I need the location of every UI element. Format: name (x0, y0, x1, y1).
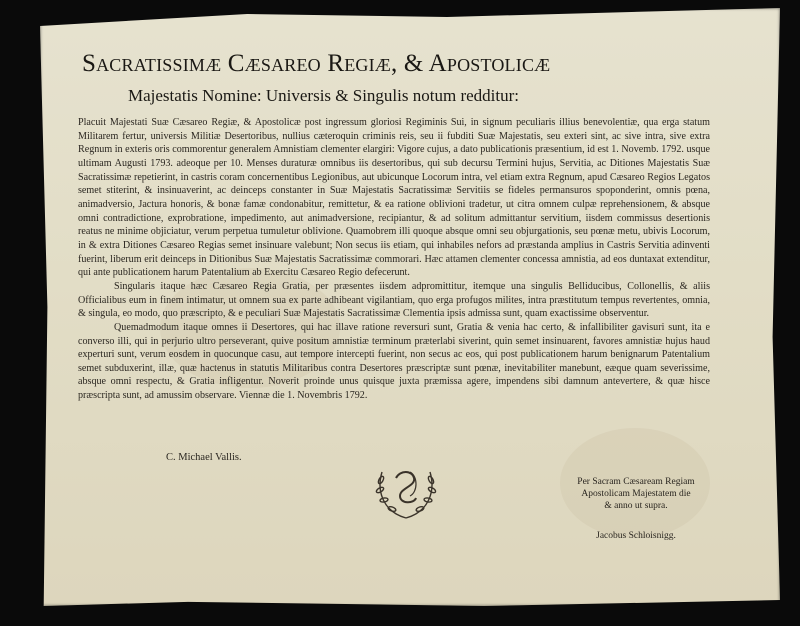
signature-right-line: Per Sacram Cæsaream Regiam (577, 477, 695, 487)
signature-right-line: Apostolicam Majestatem die (581, 489, 691, 499)
signature-right-line: & anno ut supra. (604, 501, 668, 511)
signature-right (556, 476, 716, 542)
document-body (78, 116, 710, 403)
document-title: Sacratissimæ Cæsareo Regiæ, & Apostolicæ (82, 50, 551, 77)
paragraph: Quemadmodum itaque omnes ii Desertores, qui hac illave ratione reversuri sunt, Gratia & venia hac certo, & infallibiliter gavisuri sunt, ita e converso illi, qui in perjurio ultro perseverant, quive positum amnistiæ terminum præterlabi siverint, quin semet insinuarent, favores amnistiæ hujus haud experturi sunt, verum eosdem in quocunque casu, aut tempore intercepti fuerint, non secus ac eos, qui post publicationem harum benignarum Patentalium semet subduxerint, illæ, quæ hactenus in statutis Militaribus contra Desertores præscriptæ sunt pœnæ, inevitabiliter manebunt, eæque quam severissime, absque omni respectu, & Gratia infligentur. Noverit proinde unus quisque juxta præmissa agere, impendens sibi damnum antevertere, & quæ hisce præscripta sunt, ad amussim observare. Viennæ die 1. Novembris 1792. (78, 321, 710, 402)
paragraph: Singularis itaque hæc Cæsareo Regia Gratia, per præsentes iisdem adpromittitur, itemque una singulis Belliducibus, Collonellis, & aliis Officialibus eum in finem intimatur, ut omnem sua ex parte adhibeant vigilantiam, quo erga profugos milites, intra præstitutum tempus revertentes, omnia, & singula, eo modo, quo præscripto, & e peculiari Suæ Majestatis Sacratissimæ Clementia ipsis admissa sunt, quam exactissime observentur. (78, 280, 710, 320)
signature-left: C. Michael Vallis. (166, 452, 242, 463)
document-subtitle: Majestatis Nomine: Universis & Singulis notum redditur: (128, 86, 519, 105)
signature-right-name: Jacobus Schloisnigg. (596, 531, 676, 541)
wreath-seal-icon (370, 452, 442, 524)
paragraph: Placuit Majestati Suæ Cæsareo Regiæ, & Apostolicæ post ingressum gloriosi Regiminis Sui, in signum peculiaris illius benevolentiæ, qua erga statum Militarem fertur, universis Militiæ Desertoribus, nullius cæteroquin criminis reis, seu ii fubditi Suæ Majestatis, seu exteri sint, ac sive intra, sive extra Regnum in exteris oris commorentur generalem Amnistiam clementer elargiri: Vigore cujus, a dato publicationis præsentium, id est 1. Novemb. 1792. usque ultimam Augusti 1793. adeoque per 10. Menses duraturæ omnibus iis desertoribus, qui sub decursu Termini hujus, Servitia, ac Ditiones Majestatis Suæ Sacratissimæ repetierint, in castris coram concernentibus Legionibus, aut ubicunque Locorum intra, vel etiam extra Regnum, apud Cæsareo Regios Legatos semet stiterint, & insinuaverint, ac deinceps constanter in Suæ Majestatis Sacratissimæ Servitiis se fideles permansuros spoponderint, omnis pœna, animadversio, Jactura honoris, & bonæ famæ condonabitur, remittetur, & ea ratione oblivioni tradetur, ut citra omnem culpæ reprehensionem, & absque omni contradictione, exprobratione, impedimento, aut animadversione, recipiantur, & ad solitum admittantur servitium, iisdem commissus desertionis reatus ne minime objiciatur, verum perpetua tumuletur oblivione. Quamobrem illi quoque absque omni seu objurgationis, seu pœnæ metu, ubivis Locorum, in & extra Ditiones Cæsareo Regias semet insinuare valebunt; Non secus iis etiam, qui inhabiles nefors ad præstanda amplius in Castris Servitia adinventi fuerint, liberum erit deinceps in Ditionibus Suæ Majestatis Sacratissimæ commorari. Hæc attamen clementer concessa amnistia, ad eos duntaxat extenditur, qui ante publicationem harum Patentalium ab Exercitu Cæsareo Regio defecerunt. (78, 117, 710, 279)
